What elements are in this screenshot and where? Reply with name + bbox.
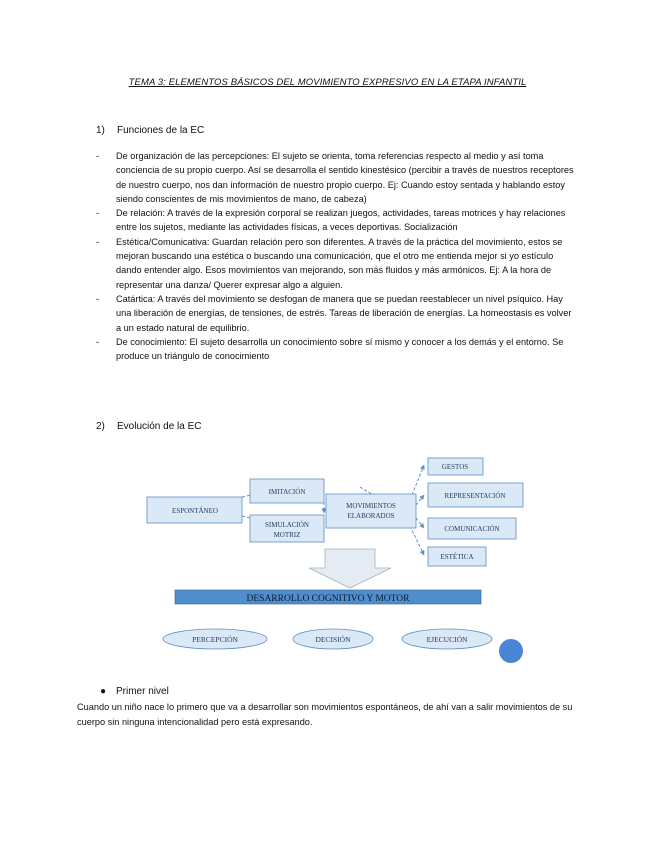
- section-label: Funciones de la EC: [117, 125, 205, 136]
- list-item-text: De relación: A través de la expresión corporal se realizan juegos, actividades, tareas motrices y hay relaciones entre los sujetos, mediante las actividades físicas, a veces deportivas. Socialización: [116, 208, 566, 233]
- simulation-label-2: MOTRIZ: [273, 531, 301, 539]
- list-dash: -: [96, 293, 100, 304]
- list-item: [96, 292, 578, 335]
- aesthetic-label: ESTÉTICA: [440, 553, 474, 561]
- section-label: Evolución de la EC: [117, 421, 202, 432]
- functions-list: [96, 149, 578, 363]
- arrow-to-aesthetic: [410, 526, 424, 555]
- elaborated-box: [326, 494, 416, 528]
- list-dash: -: [96, 151, 100, 161]
- elaborated-label: MOVIMIENTOS: [346, 502, 396, 510]
- list-item-text: De conocimiento: El sujeto desarrolla un conocimiento sobre sí mismo y conocer a los demás y el entorno. Se produce un triángulo de conocimiento: [116, 336, 564, 362]
- bullet-dot: ●: [100, 686, 107, 697]
- list-item-text: Estética/Comunicativa: Guardan relación pero son diferentes. A través de la práctica del movimiento, estos se mejoran buscando una estética o buscando una comunicación, que el otro me entienda mejor si yo estículo dando entender algo. Esos movimientos van mejorando, son más fluidos y más armónicos. Ej: A la hora de representar una danza/ Querer expresar algo a alguien.: [116, 236, 563, 290]
- bullet-label: Primer nivel: [116, 686, 169, 697]
- list-item-text: De organización de las percepciones: El sujeto se orienta, toma referencias respecto al medio y así toma conciencia de su propio cuerpo. Así se desarrolla el sentido kinestésico (percibir a través de nuestros receptores de nuestro cuerpo, nos dan información de nuestro propio cuerpo. Ej: Cuando estoy sentada y hablando estoy siendo conscientes de mis movimientos de mano, de cabeza): [116, 151, 574, 204]
- evolution-diagram: [140, 450, 540, 670]
- perception-label: PERCEPCIÓN: [192, 635, 238, 644]
- decision-label: DECISIÓN: [315, 635, 351, 644]
- section-number: 2): [96, 421, 105, 432]
- list-item: [96, 235, 578, 292]
- document-title: TEMA 3: ELEMENTOS BÁSICOS DEL MOVIMIENTO EXPRESIVO EN LA ETAPA INFANTIL: [128, 77, 527, 88]
- section-number: 1): [96, 125, 105, 136]
- blue-circle-shape: [499, 639, 523, 663]
- list-dash: -: [96, 336, 100, 347]
- list-item-text: Catártica: A través del movimiento se desfogan de manera que se puedan reestablecer un nivel psíquico. Hay una liberación de energías, de tensiones, de estrés. Tareas de liberación de energías. La homeostasis es volver a un estado natural de equilibrio.: [116, 293, 572, 333]
- simulation-label: SIMULACIÓN: [265, 521, 309, 529]
- arrow-to-communication: [416, 518, 424, 528]
- execution-label: EJECUCIÓN: [426, 635, 468, 644]
- list-item: [96, 149, 578, 206]
- banner-label: DESARROLLO COGNITIVO Y MOTOR: [246, 594, 410, 604]
- arrow-to-representation: [416, 495, 424, 505]
- representation-label: REPRESENTACIÓN: [444, 492, 506, 500]
- gestures-label: GESTOS: [441, 463, 469, 471]
- list-dash: -: [96, 236, 100, 247]
- list-item: [96, 206, 578, 235]
- list-dash: -: [96, 208, 100, 219]
- arrow-to-gestures: [412, 465, 424, 495]
- list-item: [96, 335, 578, 364]
- elaborated-label-2: ELABORADOS: [347, 512, 395, 520]
- down-arrow-icon: [309, 549, 391, 588]
- imitation-label: IMITACIÓN: [268, 488, 306, 496]
- spontaneous-label: ESPONTÁNEO: [172, 507, 218, 515]
- body-paragraph: Cuando un niño nace lo primero que va a desarrollar son movimientos espontáneos, de ahí van a salir movimientos de su cuerpo sin ninguna intencionalidad pero está expresando.: [77, 702, 573, 727]
- communication-label: COMUNICACIÓN: [444, 525, 500, 533]
